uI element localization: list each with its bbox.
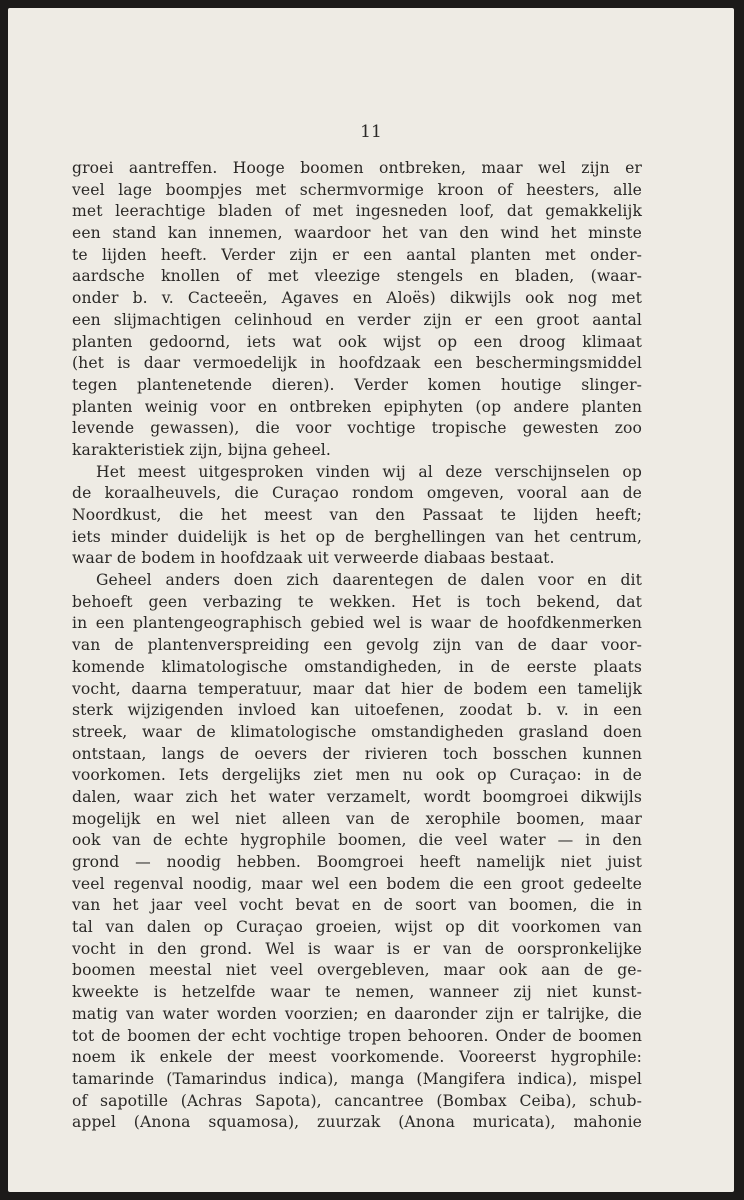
text-line: mogelijk en wel niet alleen van de xerophile boomen, maar (72, 809, 642, 828)
text-line: noem ik enkele der meest voorkomende. Vooreerst hygrophile: (72, 1048, 642, 1067)
text-line: voorkomen. Iets dergelijks ziet men nu ook op Curaçao: in de (72, 766, 642, 785)
text-line: ook van de echte hygrophile boomen, die veel water — in den (72, 831, 642, 850)
text-line: planten gedoornd, iets wat ook wijst op een droog klimaat (72, 332, 642, 351)
text-line: vocht in den grond. Wel is waar is er van de oorspronkelijke (72, 939, 642, 958)
text-line: Noordkust, die het meest van den Passaat te lijden heeft; (72, 506, 642, 524)
text-line: boomen meestal niet veel overgebleven, maar ook aan de ge- (72, 961, 642, 980)
text-line: behoeft geen verbazing te wekken. Het is toch bekend, dat (72, 592, 642, 611)
text-line: appel (Anona squamosa), zuurzak (Anona muricata), mahonie (72, 1113, 642, 1132)
book-page (8, 8, 734, 1192)
text-line: onder b. v. Cacteeën, Agaves en Aloës) dikwijls ook nog met (72, 289, 642, 308)
text-line: planten weinig voor en ontbreken epiphyten (op andere planten (72, 397, 642, 416)
text-line: van de plantenverspreiding een gevolg zijn van de daar voor- (72, 636, 642, 655)
text-line: veel lage boompjes met schermvormige kroon of heesters, alle (72, 180, 642, 199)
body-text (72, 158, 642, 1134)
text-line: Geheel anders doen zich daarentegen de dalen voor en dit (96, 571, 642, 590)
text-line: tal van dalen op Curaçao groeien, wijst op dit voorkomen van (72, 918, 642, 937)
text-line: groei aantreffen. Hooge boomen ontbreken, maar wel zijn er (72, 159, 642, 177)
text-line: van het jaar veel vocht bevat en de soort van boomen, die in (72, 896, 642, 915)
text-line: een slijmachtigen celinhoud en verder zijn er een groot aantal (72, 310, 642, 329)
text-line: tot de boomen der echt vochtige tropen behooren. Onder de boomen (72, 1026, 642, 1045)
text-line: kweekte is hetzelfde waar te nemen, wanneer zij niet kunst- (72, 983, 642, 1002)
text-line: aardsche knollen of met vleezige stengels en bladen, (waar- (72, 267, 642, 286)
text-line: iets minder duidelijk is het op de berghellingen van het centrum, (72, 527, 642, 546)
text-line: de koraalheuvels, die Curaçao rondom omgeven, vooral aan de (72, 484, 642, 503)
text-line: (het is daar vermoedelijk in hoofdzaak een beschermingsmiddel (72, 354, 642, 373)
text-line: veel regenval noodig, maar wel een bodem die een groot gedeelte (72, 874, 642, 893)
text-line: tegen plantenetende dieren). Verder komen houtige slinger- (72, 375, 642, 394)
text-line: matig van water worden voorzien; en daaronder zijn er talrijke, die (72, 1004, 642, 1023)
text-line: levende gewassen), die voor vochtige tropische gewesten zoo (72, 419, 642, 438)
page-number: 11 (360, 122, 382, 142)
text-line: vocht, daarna temperatuur, maar dat hier de bodem een tamelijk (72, 679, 642, 698)
text-line: met leerachtige bladen of met ingesneden loof, dat gemakkelijk (72, 202, 642, 221)
text-line: Het meest uitgesproken vinden wij al deze verschijnselen op (96, 462, 642, 481)
text-line: in een plantengeographisch gebied wel is waar de hoofdkenmerken (72, 614, 642, 633)
text-line: waar de bodem in hoofdzaak uit verweerde diabaas bestaat. (72, 549, 555, 568)
text-line: dalen, waar zich het water verzamelt, wordt boomgroei dikwijls (72, 787, 642, 806)
text-line: ontstaan, langs de oevers der rivieren toch bosschen kunnen (72, 744, 642, 763)
text-line: een stand kan innemen, waardoor het van den wind het minste (72, 224, 642, 243)
text-line: te lijden heeft. Verder zijn er een aantal planten met onder- (72, 245, 642, 264)
text-line: grond — noodig hebben. Boomgroei heeft namelijk niet juist (72, 853, 642, 871)
text-line: karakteristiek zijn, bijna geheel. (72, 440, 331, 459)
text-line: of sapotille (Achras Sapota), cancantree (Bombax Ceiba), schub- (72, 1091, 642, 1110)
text-line: tamarinde (Tamarindus indica), manga (Mangifera indica), mispel (72, 1069, 642, 1088)
text-line: sterk wijzigenden invloed kan uitoefenen, zoodat b. v. in een (72, 701, 642, 720)
text-line: komende klimatologische omstandigheden, in de eerste plaats (72, 657, 642, 676)
text-line: streek, waar de klimatologische omstandigheden grasland doen (72, 722, 642, 741)
